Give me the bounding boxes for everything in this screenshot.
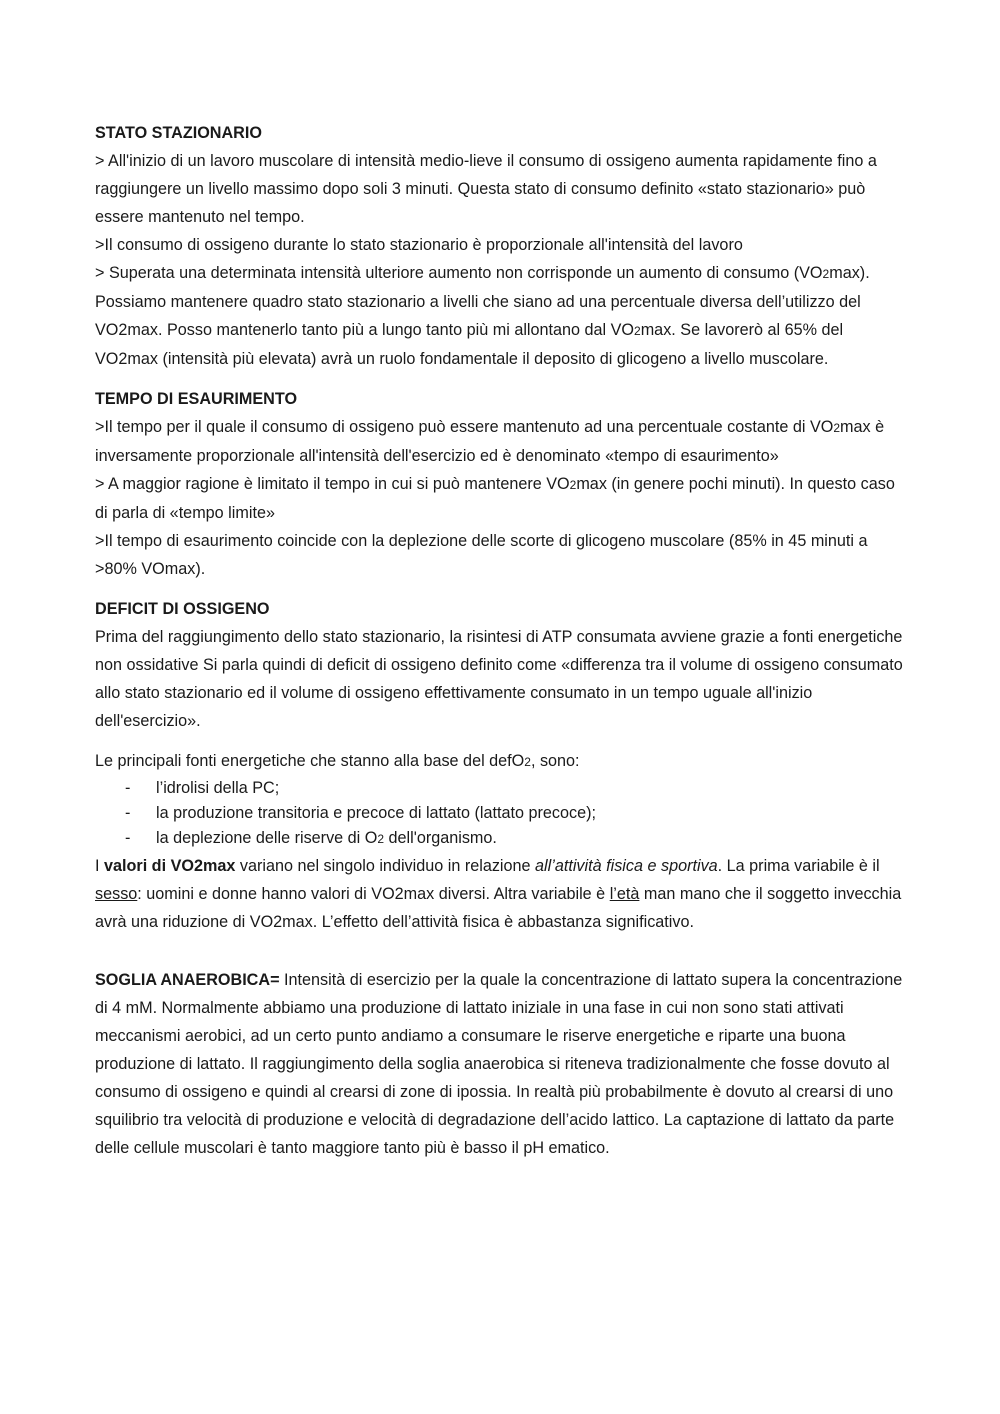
text-run: man mano che il soggetto invecchia avrà una riduzione di VO2max. L’effetto dell’attività fisica è abbastanza significativo. xyxy=(95,885,902,931)
paragraph: > All'inizio di un lavoro muscolare di intensità medio-lieve il consumo di ossigeno aumenta rapidamente fino a raggiungere un livello massimo dopo soli 3 minuti. Questa stato di consumo definito «stato stazionario» può essere mantenuto nel tempo. xyxy=(95,152,877,226)
bullet-list xyxy=(95,776,910,852)
list-item-text: la produzione transitoria e precoce di lattato (lattato precoce); xyxy=(156,804,597,822)
list-item xyxy=(95,826,910,852)
list-item-text: la deplezione delle riserve di O xyxy=(156,829,378,847)
heading-deficit-ossigeno: DEFICIT DI OSSIGENO xyxy=(95,600,270,618)
text-run: max (in genere pochi minuti). In questo caso di parla di «tempo limite» xyxy=(95,475,895,522)
list-item-text: dell'organismo. xyxy=(384,829,497,847)
paragraph: >Il tempo di esaurimento coincide con la deplezione delle scorte di glicogeno muscolare (85% in 45 minuti a >80% VOmax). xyxy=(95,532,868,578)
subscript: 2 xyxy=(833,421,841,435)
list-item xyxy=(95,801,910,826)
paragraph: Prima del raggiungimento dello stato stazionario, la risintesi di ATP consumata avviene grazie a fonti energetiche non ossidative Si parla quindi di deficit di ossigeno definito come «differenza tra il volume di ossigeno consumato allo stato stazionario ed il volume di ossigeno effettivamente consumato in un tempo uguale all'inizio dell'esercizio». xyxy=(95,628,903,730)
underlined-text: sesso xyxy=(95,885,138,903)
paragraph xyxy=(95,852,910,936)
text-run: > A maggior ragione è limitato il tempo in cui si può mantenere VO xyxy=(95,475,570,493)
text-run: I xyxy=(95,857,104,875)
section-deficit-ossigeno xyxy=(95,595,910,936)
text-run: : uomini e donne hanno valori di VO2max diversi. Altra variabile è xyxy=(137,885,610,903)
paragraph xyxy=(95,747,910,776)
text-run: > Superata una determinata intensità ulteriore aumento non corrisponde un aumento di consumo (VO xyxy=(95,264,823,282)
bold-text: valori di VO2max xyxy=(104,857,236,875)
text-run: Intensità di esercizio per la quale la concentrazione di lattato supera la concentrazione di 4 mM. Normalmente abbiamo una produzione di lattato iniziale in una fase in cui non sono stati attivati meccanismi aerobici, ad un certo punto andiamo a consumare le riserve energetiche e riparte una buona produzione di lattato. Il raggiungimento della soglia anaerobica si riteneva tradizionalmente che fosse dovuto al consumo di ossigeno e quindi al crearsi di zone di ipossia. In realtà più probabilmente è dovuto al crearsi di uno squilibrio tra velocità di produzione e velocità di degradazione dell’acido lattico. La captazione di lattato da parte delle cellule muscolari è tanto maggiore tanto più è basso il pH ematico. xyxy=(95,971,903,1157)
paragraph xyxy=(95,259,910,373)
subscript: 2 xyxy=(634,324,641,338)
list-item xyxy=(95,776,910,801)
bullet-dash: - xyxy=(125,779,131,797)
list-item-text: l’idrolisi della PC; xyxy=(156,779,280,797)
paragraph xyxy=(95,413,910,470)
document-page xyxy=(95,119,910,1162)
paragraph: >Il consumo di ossigeno durante lo stato stazionario è proporzionale all'intensità del lavoro xyxy=(95,236,743,254)
italic-text: all’attività fisica e sportiva xyxy=(535,857,718,875)
text-run: . La prima variabile è il xyxy=(717,857,880,875)
heading-stato-stazionario: STATO STAZIONARIO xyxy=(95,124,262,142)
text-run: max. Se lavorerò al 65% del VO2max (intensità più elevata) avrà un ruolo fondamentale il deposito di glicogeno a livello muscolare. xyxy=(95,321,844,368)
paragraph xyxy=(95,966,910,1162)
heading-tempo-esaurimento: TEMPO DI ESAURIMENTO xyxy=(95,390,298,408)
subscript: 2 xyxy=(524,755,531,769)
section-stato-stazionario xyxy=(95,119,910,373)
text-run: max). Possiamo mantenere quadro stato stazionario a livelli che siano ad una percentuale diversa dell’utilizzo del VO2max. Posso mantenerlo tanto più a lungo tanto più mi allontano dal VO xyxy=(95,264,870,339)
section-tempo-esaurimento xyxy=(95,385,910,583)
subscript: 2 xyxy=(377,832,385,846)
text-run: max è inversamente proporzionale all'intensità dell'esercizio ed è denominato «tempo di esaurimento» xyxy=(95,418,885,465)
text-run: >Il tempo per il quale il consumo di ossigeno può essere mantenuto ad una percentuale costante di VO xyxy=(95,418,834,436)
section-soglia-anaerobica xyxy=(95,966,910,1162)
bullet-dash: - xyxy=(125,804,131,822)
text-run: Le principali fonti energetiche che stanno alla base del defO xyxy=(95,752,525,770)
heading-soglia-anaerobica: SOGLIA ANAEROBICA= xyxy=(95,971,280,989)
text-run: , sono: xyxy=(530,752,580,770)
bullet-dash: - xyxy=(125,829,131,847)
subscript: 2 xyxy=(569,478,577,492)
paragraph xyxy=(95,470,910,527)
text-run: variano nel singolo individuo in relazione xyxy=(235,857,536,875)
subscript: 2 xyxy=(822,267,830,281)
underlined-text: l’età xyxy=(609,885,640,903)
